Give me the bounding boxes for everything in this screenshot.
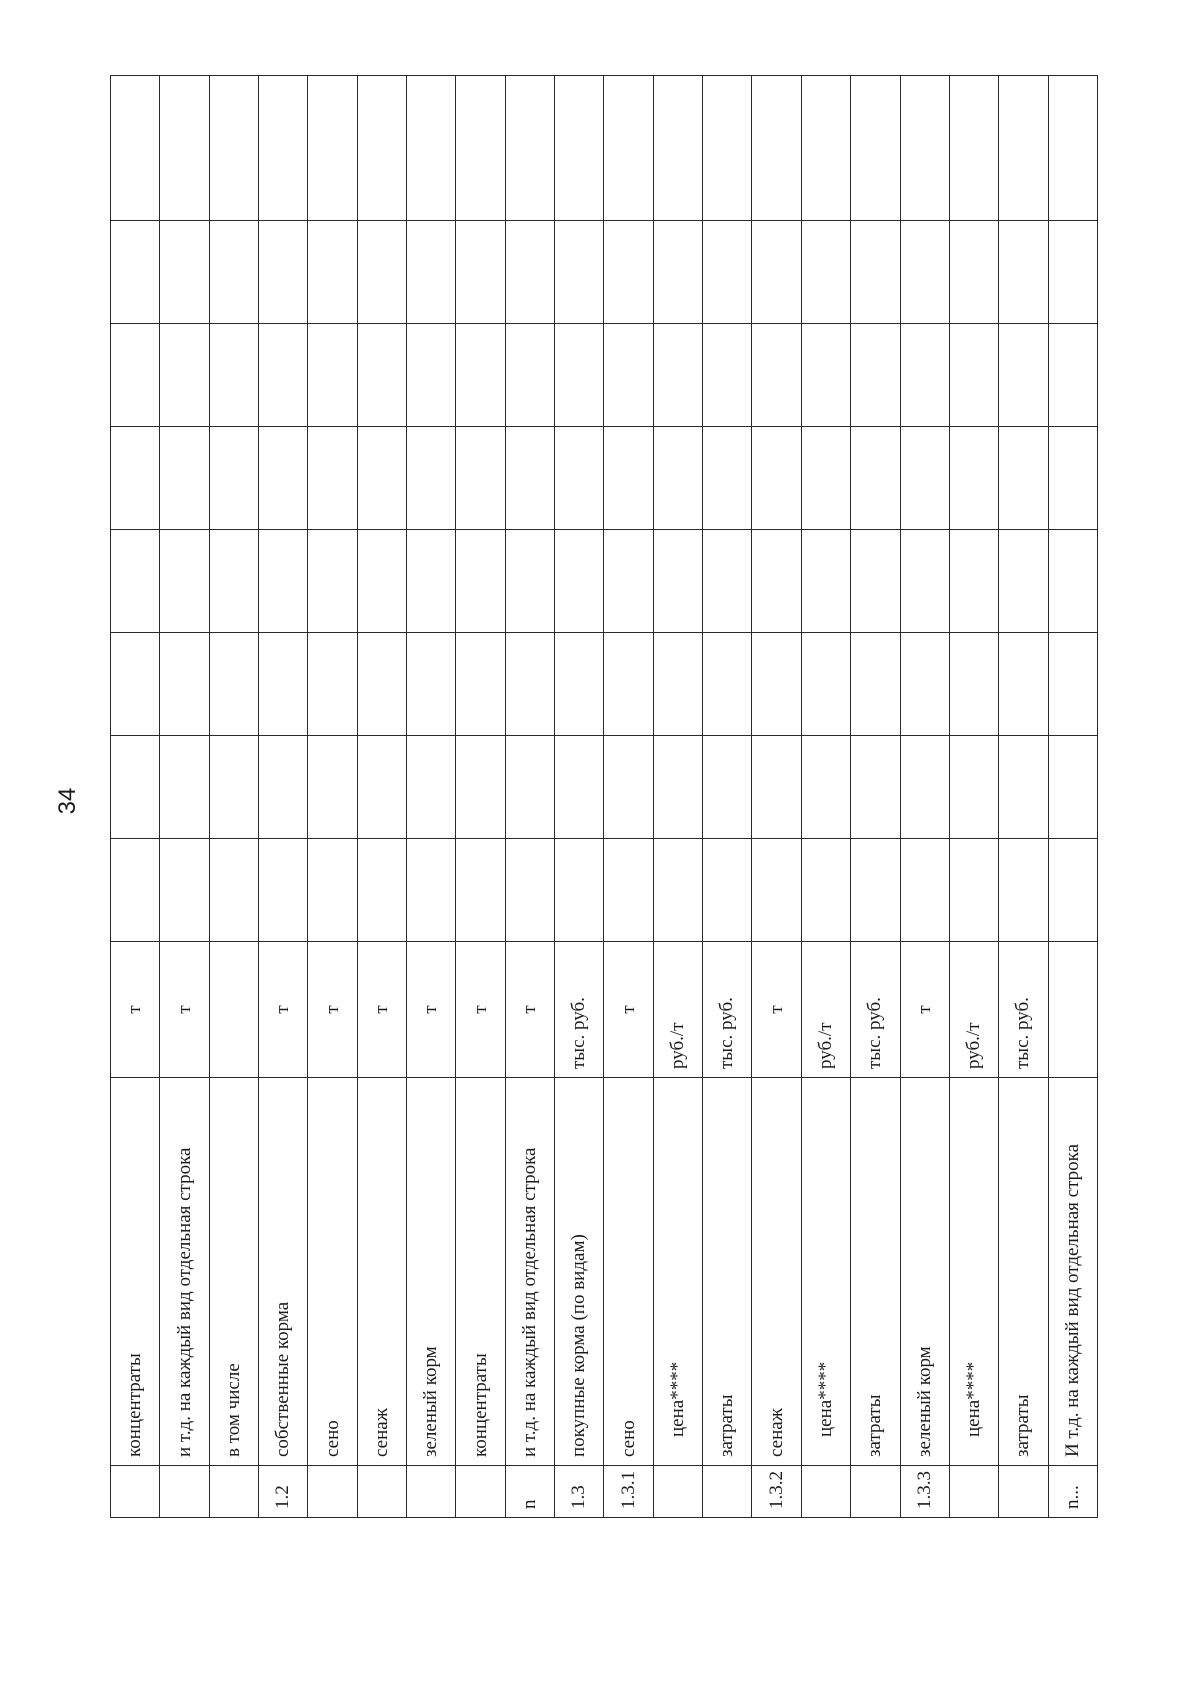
row-number-cell (308, 1466, 357, 1518)
value-cell (308, 221, 357, 324)
value-cell (703, 736, 752, 839)
value-cell (851, 76, 900, 221)
table-row (604, 76, 653, 1518)
value-cell (900, 736, 949, 839)
unit-cell: т (752, 942, 801, 1078)
unit-cell (1048, 942, 1097, 1078)
value-cell (949, 427, 998, 530)
value-cell (900, 76, 949, 221)
value-cell (111, 427, 160, 530)
value-cell (308, 427, 357, 530)
value-cell (308, 633, 357, 736)
value-cell (949, 530, 998, 633)
value-cell (160, 427, 209, 530)
value-cell (604, 839, 653, 942)
value-cell (357, 427, 406, 530)
value-cell (653, 736, 702, 839)
value-cell (604, 736, 653, 839)
unit-cell: т (357, 942, 406, 1078)
row-number-cell (357, 1466, 406, 1518)
value-cell (1048, 76, 1097, 221)
unit-cell: руб./т (653, 942, 702, 1078)
value-cell (653, 633, 702, 736)
table-row (555, 76, 604, 1518)
unit-cell: тыс. руб. (703, 942, 752, 1078)
value-cell (209, 427, 258, 530)
unit-cell: т (900, 942, 949, 1078)
value-cell (308, 736, 357, 839)
value-cell (555, 530, 604, 633)
unit-cell: руб./т (949, 942, 998, 1078)
value-cell (308, 530, 357, 633)
value-cell (900, 530, 949, 633)
value-cell (357, 736, 406, 839)
value-cell (555, 839, 604, 942)
value-cell (999, 530, 1048, 633)
table-row (900, 76, 949, 1518)
unit-cell: т (111, 942, 160, 1078)
indicator-name-cell: цена**** (801, 1078, 850, 1466)
value-cell (456, 736, 505, 839)
value-cell (259, 736, 308, 839)
value-cell (653, 839, 702, 942)
value-cell (160, 736, 209, 839)
unit-cell: т (407, 942, 456, 1078)
row-number-cell: n (505, 1466, 554, 1518)
value-cell (604, 530, 653, 633)
value-cell (999, 221, 1048, 324)
row-number-cell (703, 1466, 752, 1518)
value-cell (456, 76, 505, 221)
row-number-cell (949, 1466, 998, 1518)
value-cell (160, 76, 209, 221)
indicator-name-cell: зеленый корм (407, 1078, 456, 1466)
value-cell (209, 221, 258, 324)
value-cell (801, 633, 850, 736)
table-row (407, 76, 456, 1518)
unit-cell: тыс. руб. (555, 942, 604, 1078)
value-cell (851, 633, 900, 736)
value-cell (1048, 324, 1097, 427)
unit-cell: т (604, 942, 653, 1078)
value-cell (407, 530, 456, 633)
value-cell (999, 76, 1048, 221)
value-cell (357, 221, 406, 324)
table-row (653, 76, 702, 1518)
indicator-name-cell: в том числе (209, 1078, 258, 1466)
table-container (110, 76, 1098, 1518)
value-cell (555, 221, 604, 324)
value-cell (111, 633, 160, 736)
table-row (949, 76, 998, 1518)
value-cell (407, 736, 456, 839)
value-cell (357, 839, 406, 942)
value-cell (407, 839, 456, 942)
table-row (209, 76, 258, 1518)
unit-cell: т (259, 942, 308, 1078)
value-cell (111, 221, 160, 324)
value-cell (949, 221, 998, 324)
value-cell (703, 633, 752, 736)
page-number: 34 (54, 787, 81, 815)
indicator-name-cell: сено (308, 1078, 357, 1466)
value-cell (259, 324, 308, 427)
value-cell (604, 324, 653, 427)
value-cell (653, 76, 702, 221)
value-cell (752, 736, 801, 839)
indicator-name-cell: концентраты (456, 1078, 505, 1466)
value-cell (703, 221, 752, 324)
value-cell (505, 221, 554, 324)
value-cell (801, 427, 850, 530)
value-cell (1048, 427, 1097, 530)
value-cell (999, 427, 1048, 530)
value-cell (407, 427, 456, 530)
value-cell (851, 839, 900, 942)
feed-data-table (110, 75, 1098, 1518)
value-cell (900, 324, 949, 427)
value-cell (308, 76, 357, 221)
value-cell (555, 736, 604, 839)
value-cell (703, 427, 752, 530)
value-cell (1048, 736, 1097, 839)
value-cell (801, 76, 850, 221)
table-row (160, 76, 209, 1518)
value-cell (209, 633, 258, 736)
value-cell (456, 427, 505, 530)
value-cell (1048, 839, 1097, 942)
row-number-cell (999, 1466, 1048, 1518)
indicator-name-cell: концентраты (111, 1078, 160, 1466)
indicator-name-cell: затраты (999, 1078, 1048, 1466)
value-cell (752, 76, 801, 221)
value-cell (407, 633, 456, 736)
value-cell (456, 324, 505, 427)
value-cell (160, 839, 209, 942)
row-number-cell (653, 1466, 702, 1518)
value-cell (407, 76, 456, 221)
value-cell (555, 427, 604, 530)
value-cell (752, 839, 801, 942)
value-cell (1048, 633, 1097, 736)
value-cell (209, 530, 258, 633)
value-cell (801, 736, 850, 839)
value-cell (505, 324, 554, 427)
value-cell (505, 839, 554, 942)
value-cell (111, 736, 160, 839)
value-cell (160, 221, 209, 324)
indicator-name-cell: и т.д. на каждый вид отдельная строка (160, 1078, 209, 1466)
value-cell (653, 221, 702, 324)
value-cell (407, 324, 456, 427)
value-cell (851, 427, 900, 530)
value-cell (555, 633, 604, 736)
indicator-name-cell: цена**** (653, 1078, 702, 1466)
row-number-cell (111, 1466, 160, 1518)
value-cell (357, 633, 406, 736)
value-cell (456, 839, 505, 942)
value-cell (308, 839, 357, 942)
rotated-table-frame (110, 76, 1098, 1518)
row-number-cell: 1.3.1 (604, 1466, 653, 1518)
unit-cell: т (308, 942, 357, 1078)
indicator-name-cell: затраты (851, 1078, 900, 1466)
table-row (703, 76, 752, 1518)
value-cell (801, 324, 850, 427)
value-cell (604, 221, 653, 324)
value-cell (111, 530, 160, 633)
row-number-cell (209, 1466, 258, 1518)
value-cell (999, 633, 1048, 736)
value-cell (555, 324, 604, 427)
value-cell (555, 76, 604, 221)
value-cell (259, 427, 308, 530)
value-cell (505, 530, 554, 633)
table-row (111, 76, 160, 1518)
value-cell (209, 76, 258, 221)
value-cell (209, 736, 258, 839)
indicator-name-cell: затраты (703, 1078, 752, 1466)
indicator-name-cell: цена**** (949, 1078, 998, 1466)
indicator-name-cell: сено (604, 1078, 653, 1466)
value-cell (801, 839, 850, 942)
unit-cell: т (160, 942, 209, 1078)
row-number-cell (456, 1466, 505, 1518)
table-row (357, 76, 406, 1518)
value-cell (752, 530, 801, 633)
value-cell (357, 530, 406, 633)
value-cell (505, 633, 554, 736)
row-number-cell: n... (1048, 1466, 1097, 1518)
value-cell (900, 839, 949, 942)
row-number-cell (407, 1466, 456, 1518)
value-cell (653, 427, 702, 530)
table-row (505, 76, 554, 1518)
value-cell (900, 221, 949, 324)
unit-cell (209, 942, 258, 1078)
value-cell (604, 427, 653, 530)
value-cell (1048, 221, 1097, 324)
row-number-cell: 1.3.3 (900, 1466, 949, 1518)
value-cell (703, 76, 752, 221)
value-cell (456, 221, 505, 324)
value-cell (949, 736, 998, 839)
table-row (259, 76, 308, 1518)
value-cell (703, 324, 752, 427)
value-cell (505, 736, 554, 839)
row-number-cell (851, 1466, 900, 1518)
table-row (1048, 76, 1097, 1518)
value-cell (160, 633, 209, 736)
value-cell (703, 839, 752, 942)
value-cell (999, 839, 1048, 942)
value-cell (851, 530, 900, 633)
value-cell (653, 324, 702, 427)
indicator-name-cell: сенаж (357, 1078, 406, 1466)
table-row (308, 76, 357, 1518)
value-cell (604, 633, 653, 736)
value-cell (259, 633, 308, 736)
row-number-cell: 1.3.2 (752, 1466, 801, 1518)
value-cell (259, 839, 308, 942)
indicator-name-cell: зеленый корм (900, 1078, 949, 1466)
value-cell (752, 324, 801, 427)
value-cell (752, 427, 801, 530)
table-row (999, 76, 1048, 1518)
value-cell (259, 530, 308, 633)
value-cell (209, 839, 258, 942)
indicator-name-cell: и т.д. на каждый вид отдельная строка (505, 1078, 554, 1466)
value-cell (949, 633, 998, 736)
value-cell (160, 530, 209, 633)
value-cell (111, 76, 160, 221)
value-cell (851, 324, 900, 427)
value-cell (407, 221, 456, 324)
value-cell (703, 530, 752, 633)
table-row (851, 76, 900, 1518)
unit-cell: тыс. руб. (999, 942, 1048, 1078)
value-cell (653, 530, 702, 633)
value-cell (752, 221, 801, 324)
value-cell (999, 736, 1048, 839)
value-cell (209, 324, 258, 427)
value-cell (160, 324, 209, 427)
value-cell (851, 221, 900, 324)
indicator-name-cell: сенаж (752, 1078, 801, 1466)
value-cell (308, 324, 357, 427)
value-cell (259, 221, 308, 324)
indicator-name-cell: И т.д. на каждый вид отдельная строка (1048, 1078, 1097, 1466)
unit-cell: т (505, 942, 554, 1078)
value-cell (801, 221, 850, 324)
value-cell (456, 633, 505, 736)
value-cell (357, 324, 406, 427)
value-cell (801, 530, 850, 633)
value-cell (357, 76, 406, 221)
value-cell (1048, 530, 1097, 633)
value-cell (949, 76, 998, 221)
value-cell (111, 839, 160, 942)
value-cell (949, 839, 998, 942)
value-cell (999, 324, 1048, 427)
value-cell (111, 324, 160, 427)
row-number-cell (160, 1466, 209, 1518)
value-cell (949, 324, 998, 427)
value-cell (505, 427, 554, 530)
value-cell (259, 76, 308, 221)
indicator-name-cell: покупные корма (по видам) (555, 1078, 604, 1466)
row-number-cell: 1.2 (259, 1466, 308, 1518)
value-cell (456, 530, 505, 633)
row-number-cell (801, 1466, 850, 1518)
row-number-cell: 1.3 (555, 1466, 604, 1518)
table-row (456, 76, 505, 1518)
value-cell (752, 633, 801, 736)
value-cell (900, 427, 949, 530)
indicator-name-cell: собственные корма (259, 1078, 308, 1466)
value-cell (900, 633, 949, 736)
table-row (752, 76, 801, 1518)
value-cell (604, 76, 653, 221)
table-row (801, 76, 850, 1518)
value-cell (851, 736, 900, 839)
value-cell (505, 76, 554, 221)
unit-cell: руб./т (801, 942, 850, 1078)
unit-cell: т (456, 942, 505, 1078)
unit-cell: тыс. руб. (851, 942, 900, 1078)
